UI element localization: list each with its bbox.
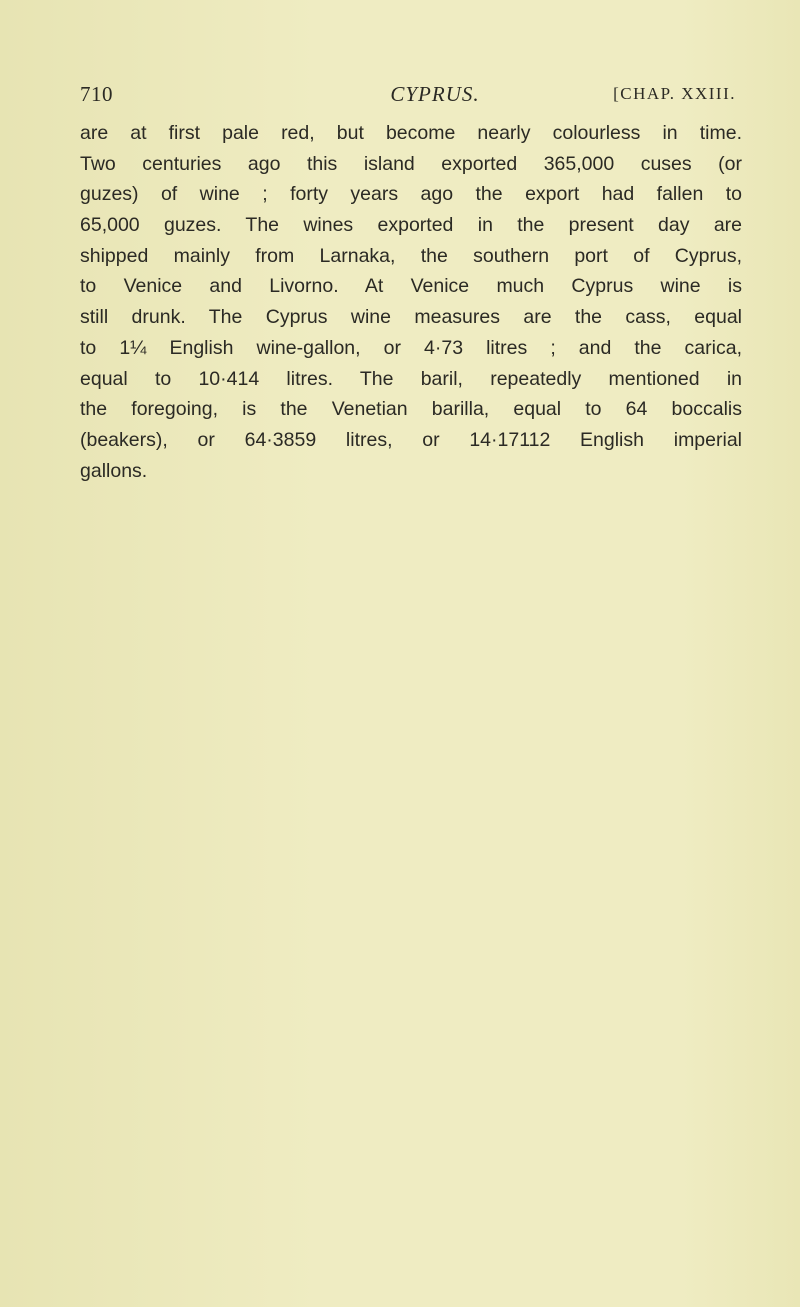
text-line: guzes) of wine ; forty years ago the export had fallen to: [80, 183, 742, 206]
text-line: Two centuries ago this island exported 365,000 cuses (or: [80, 152, 742, 175]
text-line: to Venice and Livorno. At Venice much Cyprus wine is: [80, 275, 742, 298]
chapter-reference: [CHAP. XXIII.: [613, 84, 736, 103]
text-line: are at first pale red, but become nearly colourless in time.: [80, 122, 742, 144]
text-line: to 1¼ English wine-gallon, or 4·73 litres ; and the carica,: [80, 336, 742, 359]
running-title: CYPRUS.: [390, 82, 480, 106]
page-number: 710: [80, 82, 113, 106]
text-line: gallons.: [80, 459, 148, 482]
text-line: 65,000 guzes. The wines exported in the present day are: [80, 214, 742, 237]
body-paragraph: [80, 118, 742, 486]
text-line: still drunk. The Cyprus wine measures are the cass, equal: [80, 306, 742, 329]
text-line: the foregoing, is the Venetian barilla, equal to 64 boccalis: [80, 398, 742, 421]
text-line: equal to 10·414 litres. The baril, repeatedly mentioned in: [80, 367, 742, 390]
running-head: [80, 78, 736, 110]
text-line: shipped mainly from Larnaka, the southern port of Cyprus,: [80, 244, 742, 267]
text-line: (beakers), or 64·3859 litres, or 14·17112 English imperial: [80, 428, 742, 451]
